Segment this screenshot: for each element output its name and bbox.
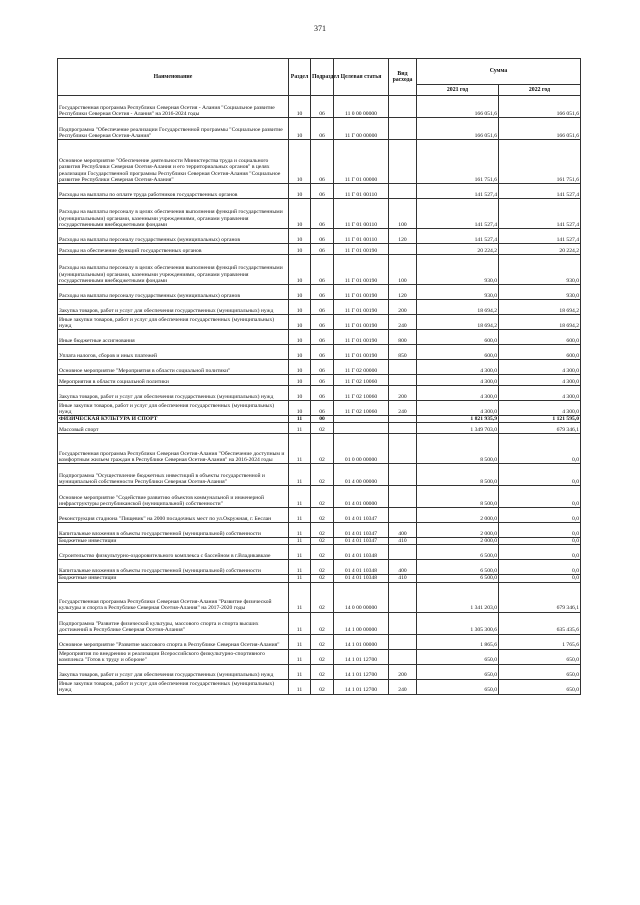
row-sum-2021-cell: 8 500,0	[417, 434, 499, 464]
row-subsection-cell: 06	[311, 375, 334, 386]
row-sum-2021-cell: 4 300,0	[417, 386, 499, 401]
row-sum-2021-cell: 161 751,6	[417, 140, 499, 184]
row-subsection-cell: 06	[311, 401, 334, 416]
row-sum-2021-cell: 650,0	[417, 649, 499, 664]
table-body	[58, 96, 581, 695]
table-row	[58, 300, 581, 315]
table-row	[58, 386, 581, 401]
row-sum-2021-cell: 2 000,0	[417, 538, 499, 545]
row-expense-type-cell: 100	[389, 199, 417, 229]
row-sum-2021-cell: 4 300,0	[417, 401, 499, 416]
table-row	[58, 612, 581, 634]
row-expense-type-cell	[389, 184, 417, 199]
row-expense-type-cell: 850	[389, 345, 417, 360]
row-subsection-cell: 06	[311, 140, 334, 184]
budget-table	[57, 58, 581, 695]
table-row	[58, 360, 581, 375]
table-row	[58, 184, 581, 199]
row-target-cell: 01 4 00 00000	[334, 464, 389, 486]
row-sum-2021-cell: 1 821 935,9	[417, 416, 499, 423]
row-expense-type-cell	[389, 434, 417, 464]
row-name-cell: Расходы на обеспечение функций государственных органов	[58, 244, 289, 255]
row-section-cell: 11	[289, 634, 311, 649]
row-subsection-cell: 02	[311, 523, 334, 538]
table-row	[58, 118, 581, 140]
row-sum-2022-cell: 930,0	[499, 255, 581, 285]
row-target-cell: 01 4 01 10347	[334, 523, 389, 538]
row-subsection-cell: 02	[311, 612, 334, 634]
row-expense-type-cell	[389, 244, 417, 255]
row-expense-type-cell	[389, 360, 417, 375]
row-name-cell: Иные закупки товаров, работ и услуг для обеспечения государственных (муниципальных) нужд	[58, 315, 289, 330]
table-row	[58, 538, 581, 545]
row-name-cell: Иные закупки товаров, работ и услуг для обеспечения государственных (муниципальных) нужд	[58, 401, 289, 416]
row-sum-2022-cell: 141 527,4	[499, 199, 581, 229]
table-row	[58, 664, 581, 679]
row-expense-type-cell: 410	[389, 538, 417, 545]
row-section-cell: 11	[289, 434, 311, 464]
row-sum-2021-cell: 600,0	[417, 330, 499, 345]
row-name-cell: Государственная программа Республики Северная Осетия-Алания "Развитие физической культуры и спорта в Республике Северная Осетия-Алания" на 2017-2020 годы	[58, 582, 289, 612]
row-expense-type-cell	[389, 423, 417, 434]
row-subsection-cell: 06	[311, 244, 334, 255]
row-name-cell: Государственная программа Республики Северная Осетия-Алания "Обеспечение доступным и комфортным жильем граждан в Республике Северная Осетия-Алания" на 2016-2024 годы	[58, 434, 289, 464]
table-row	[58, 575, 581, 582]
row-target-cell: 14 1 01 12700	[334, 664, 389, 679]
row-subsection-cell: 06	[311, 330, 334, 345]
header-name: Наименование	[58, 59, 289, 96]
row-section-cell: 11	[289, 416, 311, 423]
row-target-cell: 11 Г 01 00190	[334, 300, 389, 315]
row-name-cell: Расходы на выплаты персоналу в целях обеспечения выполнения функций государственными (муниципальными) органами, казенными учреждениями, органами управления государственными внебюджетными фондами	[58, 199, 289, 229]
row-name-cell: Основное мероприятие "Мероприятия в области социальной политики"	[58, 360, 289, 375]
row-target-cell: 11 Г 01 00190	[334, 255, 389, 285]
row-expense-type-cell: 400	[389, 560, 417, 575]
row-target-cell: 01 4 01 10348	[334, 560, 389, 575]
row-subsection-cell: 06	[311, 386, 334, 401]
row-subsection-cell: 02	[311, 634, 334, 649]
page-number: 371	[314, 24, 326, 33]
row-section-cell: 11	[289, 464, 311, 486]
table-row	[58, 634, 581, 649]
row-target-cell: 11 Г 02 10060	[334, 386, 389, 401]
row-expense-type-cell	[389, 649, 417, 664]
row-name-cell: Расходы на выплаты персоналу государственных (муниципальных) органов	[58, 285, 289, 300]
row-subsection-cell: 06	[311, 199, 334, 229]
row-sum-2021-cell: 4 300,0	[417, 375, 499, 386]
row-sum-2022-cell: 1 765,6	[499, 634, 581, 649]
row-sum-2021-cell: 6 500,0	[417, 575, 499, 582]
row-sum-2022-cell: 141 527,4	[499, 229, 581, 244]
row-sum-2022-cell: 679 346,1	[499, 582, 581, 612]
table-row	[58, 434, 581, 464]
row-sum-2022-cell: 141 527,4	[499, 184, 581, 199]
row-section-cell: 10	[289, 96, 311, 118]
row-sum-2022-cell: 0,0	[499, 464, 581, 486]
row-section-cell: 10	[289, 244, 311, 255]
row-sum-2022-cell: 4 300,0	[499, 375, 581, 386]
row-target-cell: 14 1 01 12700	[334, 649, 389, 664]
row-name-cell: Реконструкция стадиона "Пищевик" на 2000 посадочных мест по ул.Окружная, г. Беслан	[58, 508, 289, 523]
row-sum-2022-cell: 0,0	[499, 538, 581, 545]
row-section-cell: 11	[289, 582, 311, 612]
row-expense-type-cell	[389, 96, 417, 118]
row-subsection-cell: 00	[311, 416, 334, 423]
row-section-cell: 11	[289, 508, 311, 523]
row-name-cell: Капитальные вложения в объекты государственной (муниципальной) собственности	[58, 523, 289, 538]
table-row	[58, 345, 581, 360]
row-subsection-cell: 02	[311, 423, 334, 434]
row-subsection-cell: 06	[311, 300, 334, 315]
row-section-cell: 10	[289, 386, 311, 401]
row-target-cell: 11 Г 01 00190	[334, 330, 389, 345]
row-sum-2021-cell: 6 500,0	[417, 560, 499, 575]
table-row	[58, 560, 581, 575]
header-year-2021: 2021 год	[417, 85, 499, 96]
row-sum-2021-cell: 1 341 203,0	[417, 582, 499, 612]
row-target-cell: 14 1 01 00000	[334, 634, 389, 649]
row-sum-2021-cell: 930,0	[417, 285, 499, 300]
row-name-cell: Строительство физкультурно-оздоровительного комплекса с бассейном в г.Владикавказе	[58, 545, 289, 560]
table-row	[58, 401, 581, 416]
row-subsection-cell: 06	[311, 315, 334, 330]
row-name-cell: Закупка товаров, работ и услуг для обеспечения государственных (муниципальных) нужд	[58, 386, 289, 401]
row-subsection-cell: 02	[311, 464, 334, 486]
table-row	[58, 523, 581, 538]
row-section-cell: 11	[289, 664, 311, 679]
row-name-cell: Основное мероприятие "Развитие массового спорта в Республике Северная Осетия-Алания"	[58, 634, 289, 649]
header-sum: Сумма	[417, 59, 581, 85]
row-sum-2022-cell: 4 300,0	[499, 401, 581, 416]
row-section-cell: 10	[289, 285, 311, 300]
row-section-cell: 11	[289, 545, 311, 560]
row-sum-2021-cell: 1 349 703,0	[417, 423, 499, 434]
row-target-cell: 11 Г 01 00190	[334, 285, 389, 300]
table-row	[58, 330, 581, 345]
table-row	[58, 508, 581, 523]
row-name-cell: Иные бюджетные ассигнования	[58, 330, 289, 345]
row-name-cell: Уплата налогов, сборов и иных платежей	[58, 345, 289, 360]
row-target-cell: 11 Г 01 00110	[334, 199, 389, 229]
row-sum-2021-cell: 8 500,0	[417, 486, 499, 508]
row-target-cell: 11 Г 01 00190	[334, 315, 389, 330]
row-subsection-cell: 02	[311, 545, 334, 560]
row-subsection-cell: 02	[311, 560, 334, 575]
row-name-cell: Закупка товаров, работ и услуг для обеспечения государственных (муниципальных) нужд	[58, 664, 289, 679]
row-expense-type-cell: 100	[389, 255, 417, 285]
row-sum-2022-cell: 166 051,6	[499, 96, 581, 118]
row-expense-type-cell	[389, 582, 417, 612]
row-sum-2022-cell: 18 694,2	[499, 300, 581, 315]
row-section-cell: 11	[289, 538, 311, 545]
row-subsection-cell: 06	[311, 229, 334, 244]
row-section-cell: 10	[289, 401, 311, 416]
row-expense-type-cell: 240	[389, 401, 417, 416]
row-name-cell: Мероприятия по внедрению и реализации Всероссийского физкультурно-спортивного комплекса "Готов к труду и обороне"	[58, 649, 289, 664]
row-expense-type-cell	[389, 464, 417, 486]
row-subsection-cell: 06	[311, 360, 334, 375]
row-sum-2022-cell: 600,0	[499, 345, 581, 360]
row-sum-2021-cell: 930,0	[417, 255, 499, 285]
row-target-cell	[334, 416, 389, 423]
row-name-cell: Бюджетные инвестиции	[58, 538, 289, 545]
row-expense-type-cell	[389, 508, 417, 523]
row-sum-2021-cell: 2 000,0	[417, 508, 499, 523]
row-expense-type-cell: 200	[389, 300, 417, 315]
row-sum-2021-cell: 20 224,2	[417, 244, 499, 255]
row-sum-2022-cell: 161 751,6	[499, 140, 581, 184]
row-subsection-cell: 02	[311, 664, 334, 679]
table-row	[58, 96, 581, 118]
header-target-article: Целевая статья	[334, 59, 389, 96]
row-target-cell: 01 4 01 10347	[334, 508, 389, 523]
row-target-cell: 14 0 00 00000	[334, 582, 389, 612]
row-section-cell: 11	[289, 575, 311, 582]
row-name-cell: Закупка товаров, работ и услуг для обеспечения государственных (муниципальных) нужд	[58, 300, 289, 315]
table-row	[58, 582, 581, 612]
row-sum-2021-cell: 650,0	[417, 679, 499, 694]
row-subsection-cell: 02	[311, 649, 334, 664]
row-section-cell: 10	[289, 345, 311, 360]
row-target-cell: 01 4 01 10348	[334, 575, 389, 582]
row-subsection-cell: 02	[311, 508, 334, 523]
row-expense-type-cell: 200	[389, 386, 417, 401]
table-row	[58, 199, 581, 229]
row-subsection-cell: 06	[311, 255, 334, 285]
row-target-cell: 11 Г 02 00000	[334, 360, 389, 375]
row-expense-type-cell: 120	[389, 285, 417, 300]
row-sum-2022-cell: 0,0	[499, 523, 581, 538]
row-sum-2021-cell: 141 527,4	[417, 199, 499, 229]
row-name-cell: Расходы на выплаты по оплате труда работников государственных органов	[58, 184, 289, 199]
row-name-cell: Расходы на выплаты персоналу государственных (муниципальных) органов	[58, 229, 289, 244]
row-sum-2021-cell: 18 694,2	[417, 315, 499, 330]
row-subsection-cell: 06	[311, 118, 334, 140]
table-row	[58, 423, 581, 434]
row-sum-2022-cell: 4 300,0	[499, 360, 581, 375]
row-name-cell: Бюджетные инвестиции	[58, 575, 289, 582]
row-section-cell: 10	[289, 375, 311, 386]
row-sum-2022-cell: 650,0	[499, 679, 581, 694]
row-section-cell: 10	[289, 199, 311, 229]
row-sum-2021-cell: 166 051,6	[417, 118, 499, 140]
row-sum-2022-cell: 600,0	[499, 330, 581, 345]
table-row	[58, 255, 581, 285]
row-sum-2021-cell: 4 300,0	[417, 360, 499, 375]
row-target-cell: 01 4 01 00000	[334, 486, 389, 508]
row-target-cell: 11 Г 01 00190	[334, 345, 389, 360]
row-expense-type-cell: 200	[389, 664, 417, 679]
row-name-cell: Государственная программа Республики Северная Осетия - Алания "Социальное развитие Республики Северная Осетия - Алания" на 2016-2024 годы	[58, 96, 289, 118]
row-name-cell: Иные закупки товаров, работ и услуг для обеспечения государственных (муниципальных) нужд	[58, 679, 289, 694]
row-sum-2022-cell: 20 224,2	[499, 244, 581, 255]
row-section-cell: 10	[289, 360, 311, 375]
row-name-cell: Основное мероприятие "Содействие развитию объектов коммунальной и инженерной инфраструктуры республиканской (муниципальной) собственности"	[58, 486, 289, 508]
row-name-cell: Капитальные вложения в объекты государственной (муниципальной) собственности	[58, 560, 289, 575]
row-target-cell: 11 Г 01 00190	[334, 244, 389, 255]
header-section: Раздел	[289, 59, 311, 96]
row-expense-type-cell	[389, 416, 417, 423]
row-expense-type-cell	[389, 634, 417, 649]
row-sum-2022-cell: 635 435,6	[499, 612, 581, 634]
row-subsection-cell: 02	[311, 575, 334, 582]
table-row	[58, 140, 581, 184]
row-name-cell: Мероприятия в области социальной политики	[58, 375, 289, 386]
table-row	[58, 244, 581, 255]
row-subsection-cell: 06	[311, 285, 334, 300]
row-sum-2021-cell: 141 527,4	[417, 184, 499, 199]
row-subsection-cell: 06	[311, 96, 334, 118]
row-subsection-cell: 06	[311, 184, 334, 199]
row-sum-2021-cell: 650,0	[417, 664, 499, 679]
row-name-cell: Основное мероприятие "Обеспечение деятельности Министерства труда и социального развития Республики Северная Осетия-Алания и его территориальных органов" в целях реализации Государственной программы Республики Северная Осетия-Алания "Социальное развитие Республики Северная Осетия-Алания"	[58, 140, 289, 184]
row-section-cell: 10	[289, 315, 311, 330]
row-target-cell: 11 0 00 00000	[334, 96, 389, 118]
table-row	[58, 416, 581, 423]
row-section-cell: 11	[289, 679, 311, 694]
row-expense-type-cell: 240	[389, 315, 417, 330]
row-sum-2021-cell: 8 500,0	[417, 464, 499, 486]
row-section-cell: 11	[289, 486, 311, 508]
row-sum-2022-cell: 0,0	[499, 486, 581, 508]
row-target-cell: 14 1 01 12700	[334, 679, 389, 694]
row-expense-type-cell: 800	[389, 330, 417, 345]
table-row	[58, 679, 581, 694]
row-sum-2022-cell: 0,0	[499, 545, 581, 560]
row-expense-type-cell	[389, 545, 417, 560]
header-expense-type: Вид расхода	[389, 59, 417, 96]
header-subsection: Подраздел	[311, 59, 334, 96]
row-sum-2022-cell: 0,0	[499, 434, 581, 464]
row-target-cell: 11 Г 01 00110	[334, 229, 389, 244]
row-expense-type-cell	[389, 118, 417, 140]
row-subsection-cell: 02	[311, 538, 334, 545]
row-sum-2021-cell: 6 500,0	[417, 545, 499, 560]
row-sum-2022-cell: 18 694,2	[499, 315, 581, 330]
row-sum-2021-cell: 18 694,2	[417, 300, 499, 315]
row-section-cell: 11	[289, 649, 311, 664]
row-sum-2022-cell: 1 121 595,0	[499, 416, 581, 423]
row-expense-type-cell	[389, 140, 417, 184]
row-sum-2021-cell: 1 865,6	[417, 634, 499, 649]
row-target-cell: 01 4 01 10348	[334, 545, 389, 560]
table-row	[58, 285, 581, 300]
row-target-cell: 11 Г 00 00000	[334, 118, 389, 140]
row-section-cell: 10	[289, 300, 311, 315]
row-subsection-cell: 02	[311, 434, 334, 464]
row-section-cell: 10	[289, 255, 311, 285]
row-expense-type-cell: 120	[389, 229, 417, 244]
row-sum-2021-cell: 2 000,0	[417, 523, 499, 538]
row-section-cell: 10	[289, 229, 311, 244]
table-row	[58, 545, 581, 560]
row-sum-2022-cell: 0,0	[499, 560, 581, 575]
row-target-cell: 01 4 01 10347	[334, 538, 389, 545]
row-target-cell: 11 Г 02 10060	[334, 401, 389, 416]
row-name-cell: Подпрограмма "Осуществление бюджетных инвестиций в объекты государственной и муниципальной собственности Республики Северная Осетия-Алания"	[58, 464, 289, 486]
row-sum-2022-cell: 930,0	[499, 285, 581, 300]
row-sum-2021-cell: 1 305 300,6	[417, 612, 499, 634]
table-row	[58, 464, 581, 486]
table-row	[58, 375, 581, 386]
row-target-cell: 14 1 00 00000	[334, 612, 389, 634]
row-section-cell: 10	[289, 184, 311, 199]
row-target-cell	[334, 423, 389, 434]
row-expense-type-cell	[389, 375, 417, 386]
row-section-cell: 11	[289, 423, 311, 434]
row-subsection-cell: 06	[311, 345, 334, 360]
row-sum-2022-cell: 166 051,6	[499, 118, 581, 140]
table-row	[58, 649, 581, 664]
row-name-cell: ФИЗИЧЕСКАЯ КУЛЬТУРА И СПОРТ	[58, 416, 289, 423]
row-expense-type-cell: 240	[389, 679, 417, 694]
table-row	[58, 315, 581, 330]
row-section-cell: 10	[289, 140, 311, 184]
row-name-cell: Расходы на выплаты персоналу в целях обеспечения выполнения функций государственными (муниципальными) органами, казенными учреждениями, органами управления государственными внебюджетными фондами	[58, 255, 289, 285]
row-name-cell: Подпрограмма "Обеспечение реализации Государственной программы "Социальное развитие Республики Северная Осетия-Алания"	[58, 118, 289, 140]
row-section-cell: 11	[289, 560, 311, 575]
row-sum-2022-cell: 650,0	[499, 664, 581, 679]
row-section-cell: 11	[289, 612, 311, 634]
row-subsection-cell: 02	[311, 486, 334, 508]
row-target-cell: 11 Г 02 10060	[334, 375, 389, 386]
row-sum-2022-cell: 4 300,0	[499, 386, 581, 401]
row-expense-type-cell: 410	[389, 575, 417, 582]
row-section-cell: 11	[289, 523, 311, 538]
row-expense-type-cell	[389, 612, 417, 634]
row-name-cell: Массовый спорт	[58, 423, 289, 434]
header-year-2022: 2022 год	[499, 85, 581, 96]
row-subsection-cell: 02	[311, 679, 334, 694]
row-target-cell: 01 0 00 00000	[334, 434, 389, 464]
row-expense-type-cell	[389, 486, 417, 508]
row-sum-2022-cell: 0,0	[499, 508, 581, 523]
row-sum-2021-cell: 600,0	[417, 345, 499, 360]
row-target-cell: 11 Г 01 00110	[334, 184, 389, 199]
row-sum-2022-cell: 650,0	[499, 649, 581, 664]
table-row	[58, 229, 581, 244]
row-sum-2022-cell: 0,0	[499, 575, 581, 582]
row-section-cell: 10	[289, 330, 311, 345]
row-subsection-cell: 02	[311, 582, 334, 612]
row-name-cell: Подпрограмма "Развитие физической культуры, массового спорта и спорта высших достижений в Республике Северная Осетия-Алания"	[58, 612, 289, 634]
row-sum-2021-cell: 141 527,4	[417, 229, 499, 244]
table-row	[58, 486, 581, 508]
row-target-cell: 11 Г 01 00000	[334, 140, 389, 184]
row-sum-2021-cell: 166 051,6	[417, 96, 499, 118]
row-sum-2022-cell: 679 346,1	[499, 423, 581, 434]
row-expense-type-cell: 400	[389, 523, 417, 538]
row-section-cell: 10	[289, 118, 311, 140]
